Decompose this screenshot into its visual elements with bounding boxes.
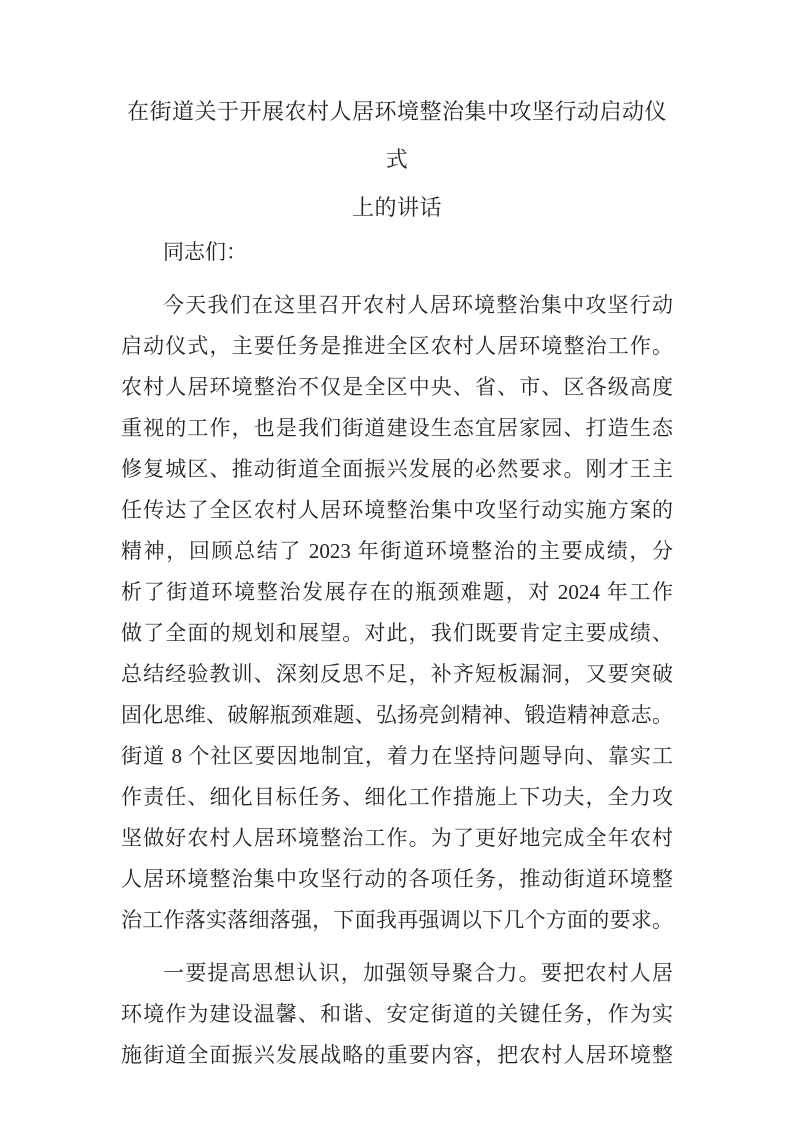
text-line: 精神，回顾总结了 2023 年街道环境整治的主要成绩，分 — [121, 539, 673, 563]
salutation: 同志们： — [163, 240, 247, 264]
text-line: 一要提高思想认识，加强领导聚合力。要把农村人居 — [163, 961, 673, 985]
text-line: 做了全面的规划和展望。对此，我们既要肯定主要成绩、 — [121, 621, 673, 645]
text-line: 街道 8 个社区要因地制宜，着力在坚持问题导向、靠实工 — [121, 744, 673, 768]
text-line: 修复城区、推动街道全面振兴发展的必然要求。刚才王主 — [121, 457, 673, 481]
text-line: 人居环境整治集中攻坚行动的各项任务，推动街道环境整 — [121, 867, 673, 891]
text-line: 固化思维、破解瓶颈难题、弘扬亮剑精神、锻造精神意志。 — [121, 703, 673, 727]
text-line: 作责任、细化目标任务、细化工作措施上下功夫，全力攻 — [121, 785, 673, 809]
text-line: 重视的工作，也是我们街道建设生态宜居家园、打造生态 — [121, 416, 673, 440]
title-line-2: 上的讲话 — [351, 195, 442, 220]
text-line: 施街道全面振兴发展战略的重要内容，把农村人居环境整 — [121, 1043, 673, 1067]
paragraph-1 — [121, 285, 673, 941]
text-line: 农村人居环境整治不仅是全区中央、省、市、区各级高度 — [121, 375, 673, 399]
document-body — [121, 232, 673, 1076]
text-line: 环境作为建设温馨、和谐、安定街道的关键任务，作为实 — [121, 1002, 673, 1026]
text-line: 析了街道环境整治发展存在的瓶颈难题，对 2024 年工作 — [121, 580, 673, 604]
text-line: 总结经验教训、深刻反思不足，补齐短板漏洞，又要突破 — [121, 662, 673, 686]
text-line: 任传达了全区农村人居环境整治集中攻坚行动实施方案的 — [121, 498, 673, 522]
text-line: 今天我们在这里召开农村人居环境整治集中攻坚行动 — [163, 293, 673, 317]
paragraph-2 — [121, 953, 673, 1076]
document-title — [121, 88, 673, 232]
text-line: 坚做好农村人居环境整治工作。为了更好地完成全年农村 — [121, 826, 673, 850]
text-line: 治工作落实落细落强，下面我再强调以下几个方面的要求。 — [121, 908, 673, 932]
paragraph-container — [121, 285, 673, 1076]
title-line-1: 在街道关于开展农村人居环境整治集中攻坚行动启动仪式 — [126, 99, 667, 172]
text-line: 启动仪式，主要任务是推进全区农村人居环境整治工作。 — [121, 334, 673, 358]
